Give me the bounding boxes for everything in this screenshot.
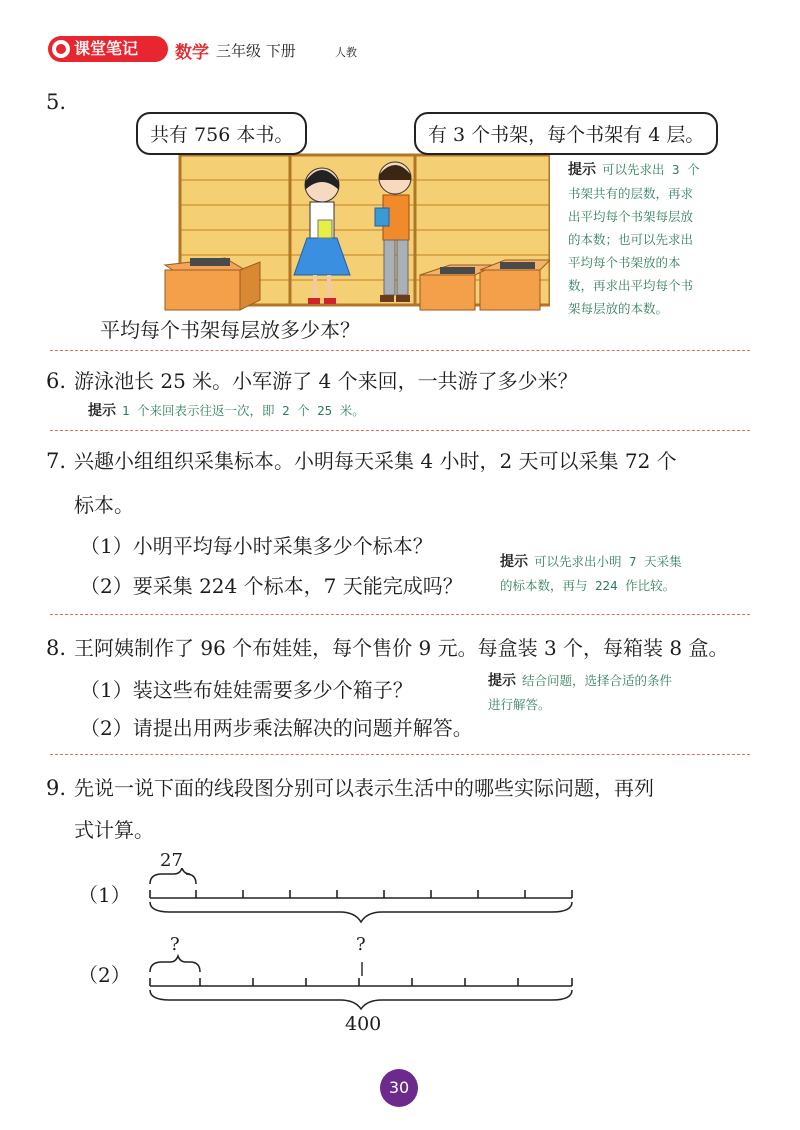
line-diagram-1 [140, 868, 590, 928]
speech-bubble-boy: 有 3 个书架，每个书架有 4 层。 [414, 112, 718, 155]
badge-dot-icon [52, 40, 70, 58]
diagram-2-label: （2） [78, 963, 131, 987]
q5-hint-line-3: 出平均每个书架每层放 [568, 209, 694, 224]
q8-number: 8. [46, 636, 67, 660]
line-diagram-2 [140, 952, 590, 1010]
q8-text: 王阿姨制作了 96 个布娃娃，每个售价 9 元。每盒装 3 个，每箱装 8 盒。 [74, 636, 729, 660]
diagram-1-label: （1） [78, 883, 131, 907]
brace-top-icon [150, 868, 196, 884]
q5-question: 平均每个书架每层放多少本？ [100, 318, 360, 342]
divider [50, 430, 750, 431]
speech-bubble-girl: 共有 756 本书。 [136, 112, 307, 155]
q9-line-2: 式计算。 [74, 818, 154, 842]
q5-hint [568, 158, 758, 320]
q6-hint-label: 提示 [88, 403, 116, 419]
q7-line-1: 兴趣小组组织采集标本。小明每天采集 4 小时，2 天可以采集 72 个 [74, 449, 677, 473]
q5-hint-line-7: 架每层放的本数。 [568, 301, 669, 316]
notes-badge [48, 36, 168, 62]
diagram-1-segment-value: 27 [160, 850, 183, 871]
q6-text: 游泳池长 25 米。小军游了 4 个来回，一共游了多少米？ [74, 369, 578, 393]
q5-hint-line-1: 可以先求出 3 个 [602, 162, 700, 177]
q8-sub-1: （1）装这些布娃娃需要多少个箱子？ [80, 678, 413, 702]
q6-number: 6. [46, 369, 67, 393]
q5-hint-line-6: 数，再求出平均每个书 [568, 278, 694, 293]
page-number: 30 [380, 1069, 418, 1107]
q7-sub-2: （2）要采集 224 个标本，7 天能完成吗？ [80, 574, 463, 598]
q8-hint-label: 提示 [488, 673, 516, 689]
q5-hint-line-4: 的本数；也可以先求出 [568, 232, 694, 247]
diagram-2-segment-value: ? [170, 934, 180, 955]
q5-number: 5. [46, 90, 67, 114]
q6-hint [88, 399, 365, 423]
brace-bottom-icon [150, 990, 572, 1009]
q5-hint-line-2: 书架共有的层数，再求 [568, 186, 694, 201]
q8-hint-line-2: 进行解答。 [488, 697, 551, 712]
q8-hint-line-1: 结合问题，选择合适的条件 [522, 673, 673, 688]
divider [50, 614, 750, 615]
header-grade: 三年级 下册 [216, 42, 296, 60]
bookshelf-illustration [150, 140, 550, 320]
q7-hint-line-1: 可以先求出小明 7 天采集 [534, 554, 682, 569]
q7-sub-1: （1）小明平均每小时采集多少个标本？ [80, 534, 433, 558]
q5-hint-line-5: 平均每个书架放的本 [568, 255, 681, 270]
q8-hint [488, 669, 672, 716]
q6-hint-text: 1 个来回表示往返一次，即 2 个 25 米。 [122, 403, 365, 418]
q7-number: 7. [46, 449, 67, 473]
divider [50, 754, 750, 755]
brace-top-icon [150, 956, 200, 972]
diagram-2-total-question: ? [356, 934, 366, 955]
brace-bottom-icon [150, 902, 572, 922]
badge-label: 课堂笔记 [74, 39, 139, 58]
q7-hint [500, 550, 682, 597]
q7-hint-label: 提示 [500, 554, 528, 570]
divider [50, 350, 750, 351]
q9-line-1: 先说一说下面的线段图分别可以表示生活中的哪些实际问题，再列 [74, 776, 654, 800]
header-publisher: 人教 [335, 46, 357, 59]
q8-sub-2: （2）请提出用两步乘法解决的问题并解答。 [80, 716, 473, 740]
q5-hint-label: 提示 [568, 162, 596, 178]
q9-number: 9. [46, 776, 67, 800]
header-subject: 数学 [175, 43, 209, 63]
q7-hint-line-2: 的标本数，再与 224 作比较。 [500, 578, 676, 593]
diagram-2-total: 400 [345, 1013, 382, 1035]
q7-line-2: 标本。 [74, 493, 134, 517]
